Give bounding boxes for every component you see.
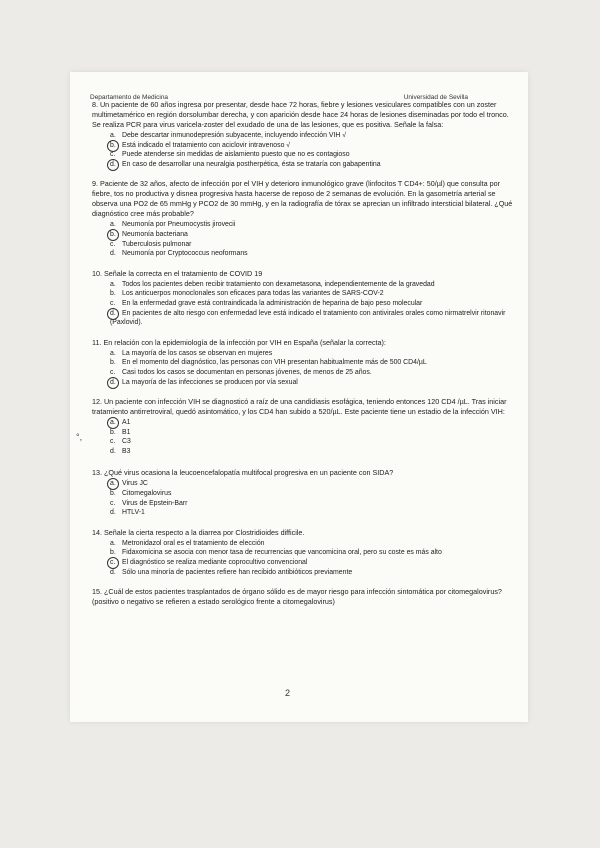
margin-mark: °, (76, 432, 83, 442)
option-letter: c. (110, 559, 116, 567)
option-text: B3 (122, 447, 131, 455)
option-letter: a. (110, 280, 116, 288)
option-text: En el momento del diagnóstico, las personas con VIH presentan habitualmente más de 500 CD4/µL (122, 359, 427, 367)
option-list (92, 349, 514, 387)
answer-circle-mark (107, 159, 119, 171)
option-letter: d. (110, 160, 116, 168)
answer-circle-mark (107, 308, 119, 320)
option-letter: a. (110, 132, 116, 139)
option-letter: a. (110, 539, 116, 547)
option-text: Metronidazol oral es el tratamiento de elección (122, 539, 265, 547)
option-b[interactable] (110, 428, 514, 438)
option-a[interactable] (110, 539, 514, 549)
option-letter: b. (110, 359, 116, 367)
option-letter: b. (110, 141, 116, 149)
option-c[interactable] (110, 437, 514, 447)
option-letter: d. (110, 509, 116, 517)
question-stem: 12. Un paciente con infección VIH se diagnosticó a raíz de una candidiasis esofágica, teniendo entonces 120 CD4 /µL. Tras iniciar tratamiento antirretroviral, quedó asintomático, y los CD4 han subido a 520/µL. Este paciente tiene un estadio de la infección VIH: (92, 397, 507, 417)
option-letter: a. (110, 419, 116, 427)
option-d[interactable] (110, 378, 514, 388)
question-stem: 14. Señale la cierta respecto a la diarrea por Clostridioides difficile. (92, 527, 305, 537)
answer-circle-mark (107, 377, 119, 389)
option-letter: c. (110, 368, 116, 376)
question-15 (92, 587, 514, 607)
option-text: Fidaxomicina se asocia con menor tasa de recurrencias que vancomicina oral, pero su coste es más alto (122, 549, 442, 557)
option-letter: b. (110, 549, 116, 557)
option-b[interactable] (110, 230, 514, 240)
option-text: Debe descartar inmunodepresión subyacente, incluyendo infección VIH √ (122, 132, 347, 139)
option-b[interactable] (110, 489, 514, 499)
option-letter: c. (110, 299, 116, 307)
option-text: En caso de desarrollar una neuralgia postherpética, ésta se trataría con gabapentina (122, 160, 381, 168)
option-list (92, 418, 514, 456)
option-list (92, 220, 514, 258)
option-letter: a. (110, 349, 116, 357)
option-letter: d. (110, 568, 116, 576)
option-text: En pacientes de alto riesgo con enfermedad leve está indicado el tratamiento con antivirales orales como nirmatrelvir ritonavir (Paxlovid). (110, 309, 506, 327)
question-stem: 13. ¿Qué virus ocasiona la leucoencefalopatía multifocal progresiva en un paciente con SIDA? (92, 468, 394, 478)
option-b[interactable] (110, 548, 514, 558)
question-stem: 10. Señale la correcta en el tratamiento de COVID 19 (92, 268, 263, 278)
option-letter: c. (110, 438, 116, 446)
option-text: Virus JC (122, 480, 148, 488)
option-c[interactable] (110, 499, 514, 509)
option-b[interactable] (110, 358, 514, 368)
option-text: Todos los pacientes deben recibir tratamiento con dexametasona, independientemente de la gravedad (122, 280, 435, 288)
option-text: A1 (122, 419, 131, 427)
option-text: La mayoría de las infecciones se producen por vía sexual (122, 378, 298, 386)
option-c[interactable] (110, 240, 514, 250)
university-header: Universidad de Sevilla (403, 94, 468, 101)
option-letter: d. (110, 250, 116, 258)
option-d[interactable] (110, 508, 514, 518)
option-d[interactable] (110, 447, 514, 457)
option-text: C3 (122, 438, 131, 446)
option-text: Puede atenderse sin medidas de aislamiento puesto que no es contagioso (122, 151, 350, 159)
option-d[interactable] (110, 309, 514, 328)
question-12 (92, 397, 514, 456)
option-c[interactable] (110, 368, 514, 378)
option-letter: d. (110, 309, 116, 317)
option-text: Está indicado el tratamiento con aciclovir intravenoso √ (122, 141, 291, 149)
option-list (92, 479, 514, 517)
option-d[interactable] (110, 160, 514, 170)
option-letter: a. (110, 480, 116, 488)
question-stem: 8. Un paciente de 60 años ingresa por presentar, desde hace 72 horas, fiebre y lesiones vesiculares compatibles con un zoster multimetamérico en región dorsolumbar derecha, y con aparición desde hace 24 horas de lesiones diseminadas por todo el tronco. Se realiza PCR para virus varicela-zoster del exudado de una de las lesiones, que es positiva. Señale la falsa: (92, 100, 509, 129)
option-letter: b. (110, 230, 116, 238)
exam-page (70, 72, 528, 722)
option-text: Neumonía bacteriana (122, 230, 188, 238)
option-letter: b. (110, 290, 116, 298)
option-a[interactable] (110, 220, 514, 230)
option-list (92, 280, 514, 328)
option-text: Casi todos los casos se documentan en personas jóvenes, de menos de 25 años. (122, 368, 372, 376)
question-14 (92, 528, 514, 577)
option-text: El diagnóstico se realiza mediante coprocultivo convencional (122, 559, 308, 567)
option-c[interactable] (110, 558, 514, 568)
option-text: En la enfermedad grave está contraindicada la administración de heparina de bajo peso molecular (122, 299, 423, 307)
question-9 (92, 179, 514, 258)
option-text: La mayoría de los casos se observan en mujeres (122, 349, 273, 357)
option-letter: c. (110, 499, 116, 507)
option-a[interactable] (110, 131, 514, 141)
option-b[interactable] (110, 289, 514, 299)
option-b[interactable] (110, 141, 514, 151)
option-d[interactable] (110, 249, 514, 259)
option-c[interactable] (110, 150, 514, 160)
option-d[interactable] (110, 568, 514, 578)
option-letter: a. (110, 221, 116, 229)
option-letter: d. (110, 378, 116, 386)
option-text: Sólo una minoría de pacientes refiere han recibido antibióticos previamente (122, 568, 353, 576)
option-a[interactable] (110, 280, 514, 290)
option-text: Citomegalovirus (122, 490, 172, 498)
option-text: HTLV-1 (122, 509, 145, 517)
option-text: Neumonía por Cryptococcus neoformans (122, 250, 248, 258)
option-letter: d. (110, 447, 116, 455)
option-a[interactable] (110, 479, 514, 489)
option-a[interactable] (110, 418, 514, 428)
option-letter: c. (110, 240, 116, 248)
option-letter: c. (110, 151, 116, 159)
option-text: B1 (122, 428, 131, 436)
question-stem: 9. Paciente de 32 años, afecto de infección por el VIH y deterioro inmunológico grave (linfocitos T CD4+: 50/µl) que consulta por fiebre, tos no productiva y disnea progresiva hasta hacerse de reposo de 2 semanas de evolución. En la gasometría arterial se observa una PO2 de 65 mmHg y PCO2 de 30 mmHg, y en la radiografía de tórax se aprecian un infiltrado intersticial bilateral. ¿Qué diagnóstico cree más probable? (92, 179, 513, 219)
option-list (92, 131, 514, 169)
option-letter: b. (110, 490, 116, 498)
option-list (92, 539, 514, 577)
option-text: Virus de Epstein-Barr (122, 499, 188, 507)
option-letter: b. (110, 428, 116, 436)
questions-container (92, 100, 514, 617)
question-stem: 15. ¿Cuál de estos pacientes trasplantados de órgano sólido es de mayor riesgo para infección sintomática por citomegalovirus? (positivo o negativo se refieren a estado serológico frente a citomegalovirus) (92, 587, 502, 607)
department-header: Departamento de Medicina (90, 94, 169, 101)
option-text: Los anticuerpos monoclonales son eficaces para todas las variantes de SARS-COV-2 (122, 290, 384, 298)
option-a[interactable] (110, 349, 514, 359)
option-c[interactable] (110, 299, 514, 309)
option-text: Neumonía por Pneumocystis jirovecii (122, 221, 236, 229)
question-10 (92, 269, 514, 328)
question-11 (92, 338, 514, 387)
question-8 (92, 100, 514, 169)
question-stem: 11. En relación con la epidemiología de la infección por VIH en España (señalar la correcta): (92, 337, 386, 347)
question-13 (92, 468, 514, 517)
option-text: Tuberculosis pulmonar (122, 240, 192, 248)
page-number: 2 (285, 688, 291, 698)
